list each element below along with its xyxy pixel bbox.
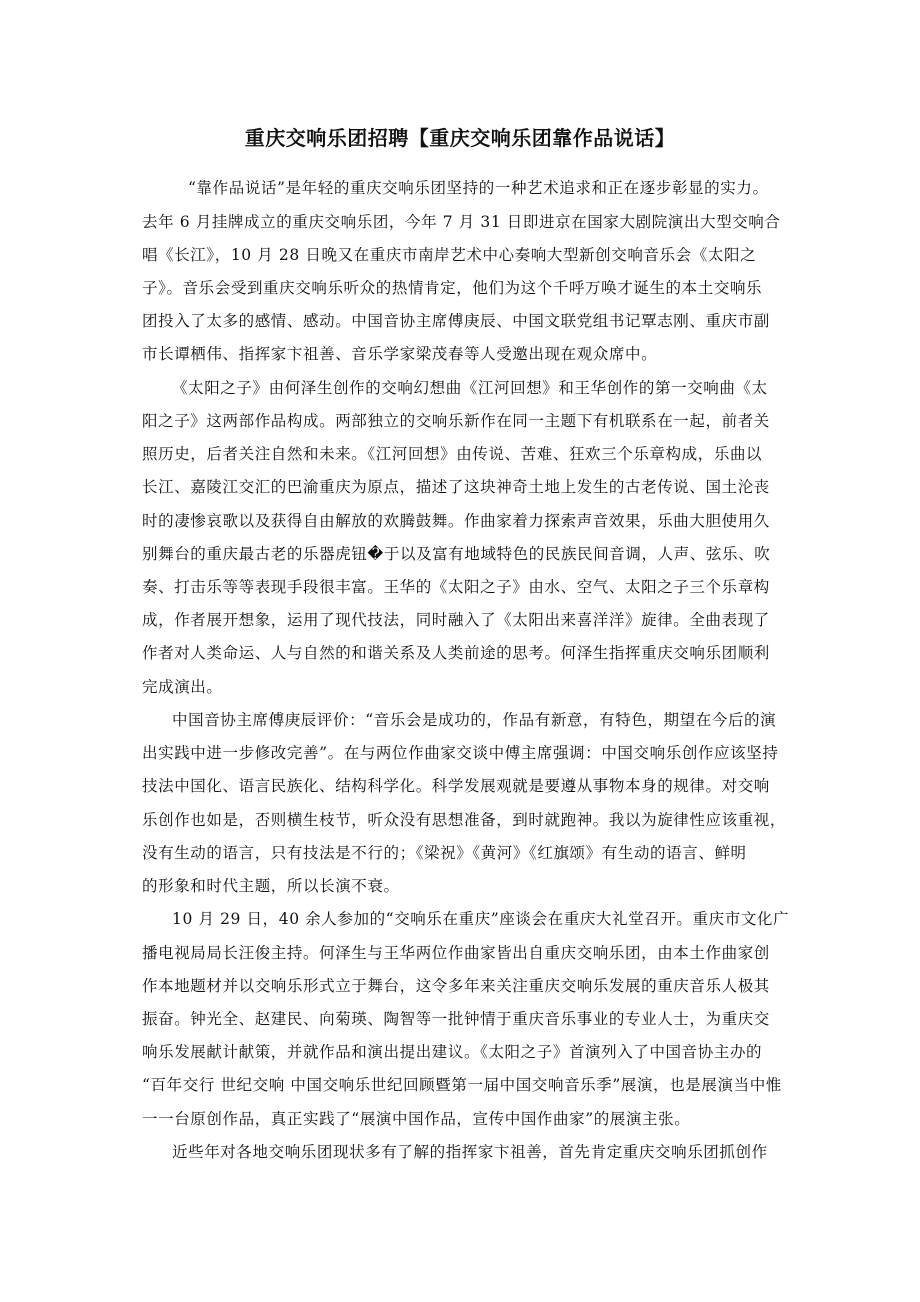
body-line: “百年交行 世纪交响 中国交响乐世纪回顾暨第一届中国交响音乐季”展演，也是展演当中惟 (142, 1076, 782, 1094)
body-line: 技法中国化、语言民族化、结构科学化。科学发展观就是要遵从事物本身的规律。对交响 (142, 777, 770, 795)
body-line: 阳之子》这两部作品构成。两部独立的交响乐新作在同一主题下有机联系在一起，前者关 (142, 412, 770, 430)
body-line: 市长谭栖伟、指挥家卞祖善、音乐学家梁茂春等人受邀出现在观众席中。 (142, 345, 658, 363)
body-line: 照历史，后者关注自然和未来。《江河回想》由传说、苦难、狂欢三个乐章构成，乐曲以 (142, 445, 763, 463)
body-line: “靠作品说话”是年轻的重庆交响乐团坚持的一种艺术追求和正在逐步彰显的实力。 (188, 179, 769, 197)
body-line: 《太阳之子》由何泽生创作的交响幻想曲《江河回想》和王华创作的第一交响曲《太 (172, 379, 768, 397)
body-line: 团投入了太多的感情、感动。中国音协主席傅庚辰、中国文联党组书记覃志刚、重庆市副 (142, 312, 770, 330)
body-line: 乐创作也如是，否则横生枝节，听众没有思想准备，到时就跑神。我以为旋律性应该重视， (142, 811, 787, 829)
body-line: 响乐发展献计献策，并就作品和演出提出建议。《太阳之子》首演列入了中国音协主办的 (142, 1043, 763, 1061)
body-line: 完成演出。 (142, 678, 223, 696)
body-line: 子》。音乐会受到重庆交响乐听众的热情肯定，他们为这个千呼万唤才诞生的本土交响乐 (142, 279, 763, 297)
body-line: 中国音协主席傅庚辰评价：“音乐会是成功的，作品有新意，有特色，期望在今后的演 (172, 711, 777, 729)
body-line: 一一台原创作品，真正实践了“展演中国作品，宣传中国作曲家”的展演主张。 (142, 1110, 691, 1128)
body-line: 10 月 29 日，40 余人参加的“交响乐在重庆”座谈会在重庆大礼堂召开。重庆市文化广 (172, 910, 790, 928)
body-line: 振奋。钟光全、赵建民、向菊瑛、陶智等一批钟情于重庆音乐事业的专业人士，为重庆交 (142, 1010, 770, 1028)
body-line: 奏、打击乐等等表现手段很丰富。王华的《太阳之子》由水、空气、太阳之子三个乐章构 (142, 578, 770, 596)
body-line: 的形象和时代主题，所以长演不衰。 (142, 877, 400, 895)
body-line: 唱《长江》，10 月 28 日晚又在重庆市南岸艺术中心奏响大型新创交响音乐会《太阳之 (142, 246, 757, 264)
body-line: 作者对人类命运、人与自然的和谐关系及人类前途的思考。何泽生指挥重庆交响乐团顺利 (142, 644, 770, 662)
body-line: 时的凄惨哀歌以及获得自由解放的欢腾鼓舞。作曲家着力探索声音效果，乐曲大胆使用久 (142, 512, 770, 530)
body-line: 别舞台的重庆最古老的乐器虎钮�于以及富有地域特色的民族民间音调，人声、弦乐、吹 (142, 545, 771, 563)
body-line: 出实践中进一步修改完善”。在与两位作曲家交谈中傅主席强调：中国交响乐创作应该坚持 (142, 744, 779, 762)
body-line: 去年 6 月挂牌成立的重庆交响乐团，今年 7 月 31 日即进京在国家大剧院演出大型交响合 (142, 213, 781, 231)
body-line: 长江、嘉陵江交汇的巴渝重庆为原点，描述了这块神奇土地上发生的古老传说、国土沦丧 (142, 478, 770, 496)
body-line: 成，作者展开想象，运用了现代技法，同时融入了《太阳出来喜洋洋》旋律。全曲表现了 (142, 611, 770, 629)
body-line: 近些年对各地交响乐团现状多有了解的指挥家卞祖善，首先肯定重庆交响乐团抓创作 (172, 1143, 768, 1161)
document-title: 重庆交响乐团招聘【重庆交响乐团靠作品说话】 (244, 126, 676, 150)
body-line: 没有生动的语言，只有技法是不行的；《梁祝》《黄河》《红旗颂》有生动的语言、鲜明 (142, 844, 747, 862)
body-line: 作本地题材并以交响乐形式立于舞台，这令多年来关注重庆交响乐发展的重庆音乐人极其 (142, 977, 770, 995)
body-line: 播电视局局长汪俊主持。何泽生与王华两位作曲家皆出自重庆交响乐团，由本土作曲家创 (142, 944, 770, 962)
